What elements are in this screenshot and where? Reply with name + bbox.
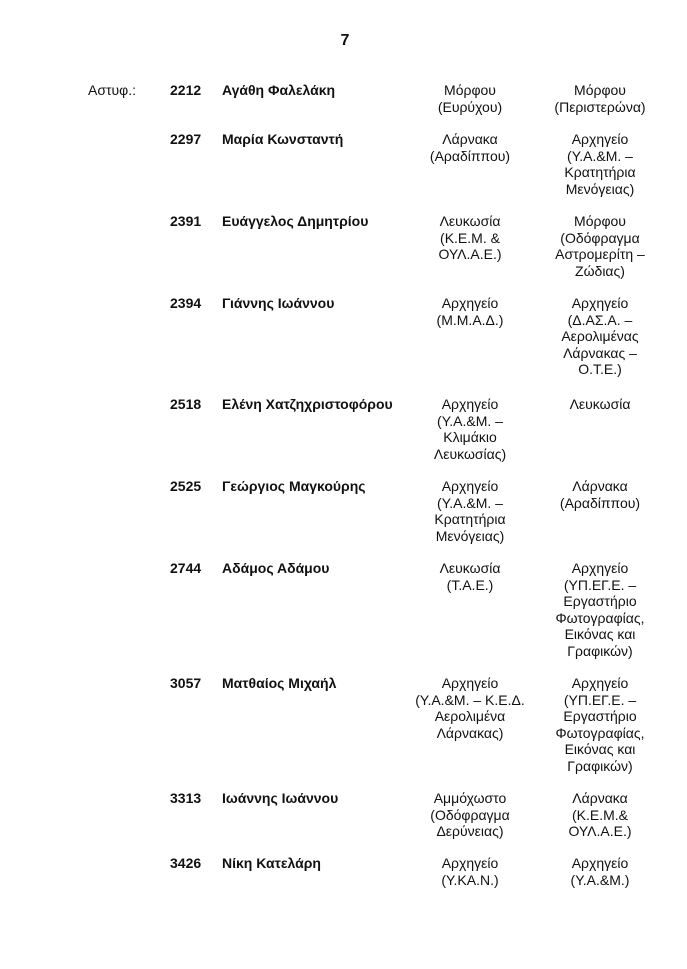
transfer-to: Αρχηγείο (Υ.Α.&Μ. – Κρατητήρια Μενόγειας) bbox=[564, 131, 636, 197]
transfer-from: Μόρφου (Ευρύχου) bbox=[437, 82, 503, 115]
officer-name: Αγάθη Φαλελάκη bbox=[222, 82, 336, 98]
officer-name: Γιάννης Ιωάννου bbox=[222, 295, 335, 311]
officer-number: 2212 bbox=[170, 82, 202, 98]
officer-number: 2518 bbox=[170, 396, 202, 412]
transfer-from: Λευκωσία (Τ.Α.Ε.) bbox=[439, 560, 501, 593]
transfer-from: Αρχηγείο (Υ.ΚΑ.Ν.) bbox=[441, 855, 499, 888]
transfer-from: Αρχηγείο (Υ.Α.&Μ. – Κρατητήρια Μενόγειας) bbox=[434, 478, 506, 544]
page-number: 7 bbox=[340, 32, 350, 49]
officer-name: Μαρία Κωνσταντή bbox=[222, 131, 344, 147]
transfer-from: Αμμόχωστο (Οδόφραγμα Δερύνειας) bbox=[430, 790, 510, 839]
transfer-to: Λάρνακα (Αραδίππου) bbox=[559, 478, 641, 511]
rank-label: Αστυφ.: bbox=[88, 82, 137, 98]
officer-name: Ελένη Χατζηχριστοφόρου bbox=[222, 396, 393, 412]
transfer-from: Λευκωσία (Κ.Ε.Μ. & ΟΥΛ.Α.Ε.) bbox=[438, 213, 502, 262]
officer-name: Ευάγγελος Δημητρίου bbox=[222, 213, 369, 229]
officer-name: Γεώργιος Μαγκούρης bbox=[222, 478, 366, 494]
transfer-to: Αρχηγείο (Υ.Α.&Μ.) bbox=[570, 855, 630, 888]
transfer-from: Αρχηγείο (Υ.Α.&Μ. – Κ.Ε.Δ. Αερολιμένα Λάρνακας) bbox=[415, 675, 525, 741]
officer-name: Ιωάννης Ιωάννου bbox=[222, 790, 339, 806]
officer-number: 3313 bbox=[170, 790, 202, 806]
transfer-from: Αρχηγείο (Υ.Α.&Μ. – Κλιμάκιο Λευκωσίας) bbox=[433, 396, 507, 462]
transfer-to: Αρχηγείο (ΥΠ.ΕΓ.Ε. – Εργαστήριο Φωτογραφίας, Εικόνας και Γραφικών) bbox=[555, 675, 645, 774]
officer-number: 2394 bbox=[170, 295, 202, 311]
officer-number: 3426 bbox=[170, 855, 202, 871]
officer-number: 2297 bbox=[170, 131, 202, 147]
transfer-to: Μόρφου (Περιστερώνα) bbox=[554, 82, 646, 115]
transfer-from: Λάρνακα (Αραδίππου) bbox=[429, 131, 511, 164]
transfer-to: Λευκωσία bbox=[569, 396, 631, 412]
officer-name: Αδάμος Αδάμου bbox=[222, 560, 330, 576]
transfer-to: Μόρφου (Οδόφραγμα Αστρομερίτη – Ζώδιας) bbox=[555, 213, 645, 279]
officer-name: Ματθαίος Μιχαήλ bbox=[222, 675, 337, 691]
transfer-to: Αρχηγείο (ΥΠ.ΕΓ.Ε. – Εργαστήριο Φωτογραφίας, Εικόνας και Γραφικών) bbox=[555, 560, 645, 659]
officer-number: 2391 bbox=[170, 213, 202, 229]
officer-number: 2744 bbox=[170, 560, 202, 576]
officer-name: Νίκη Κατελάρη bbox=[222, 855, 321, 871]
transfer-to: Αρχηγείο (Δ.ΑΣ.Α. – Αερολιμένας Λάρνακας – Ο.Τ.Ε.) bbox=[561, 295, 639, 377]
officer-number: 3057 bbox=[170, 675, 202, 691]
transfer-from: Αρχηγείο (Μ.Μ.Α.Δ.) bbox=[436, 295, 504, 328]
transfer-to: Λάρνακα (Κ.Ε.Μ.& ΟΥΛ.Α.Ε.) bbox=[568, 790, 632, 839]
officer-number: 2525 bbox=[170, 478, 202, 494]
